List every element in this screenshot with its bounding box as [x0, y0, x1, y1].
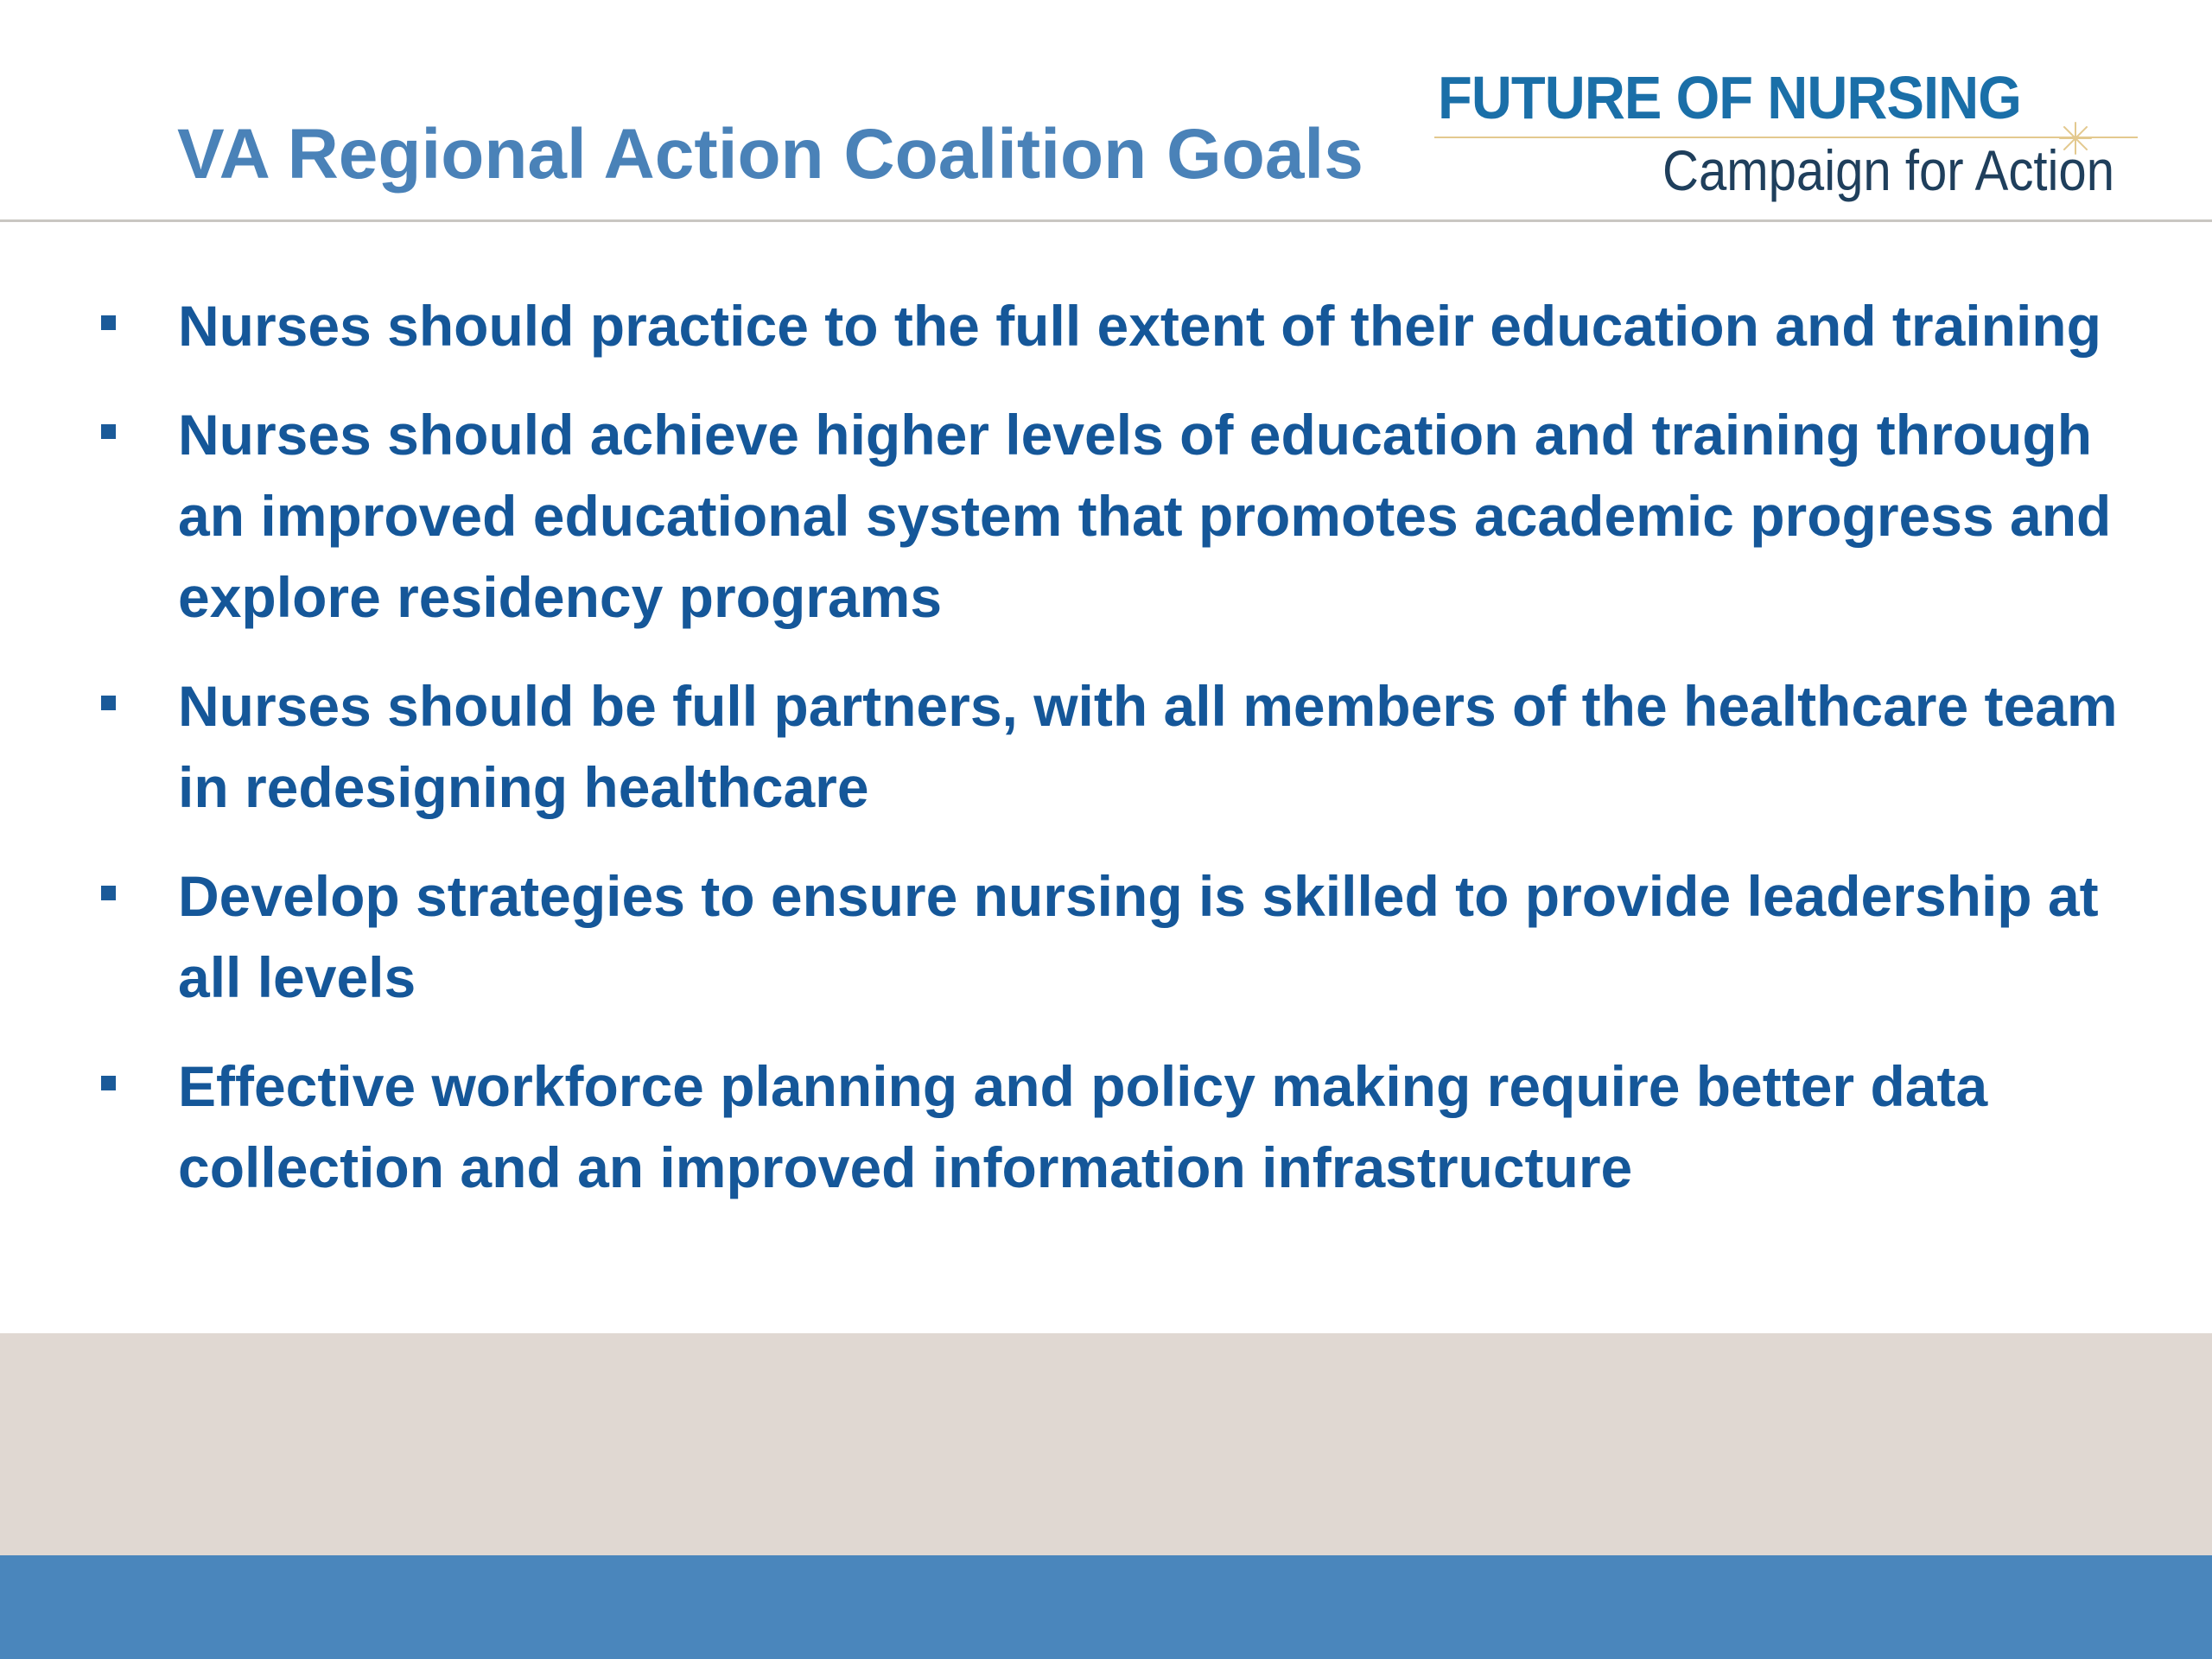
- logo-line-1: FUTURE OF NURSING: [1438, 64, 2021, 131]
- footer-band-beige: [0, 1333, 2212, 1555]
- logo-line-2: Campaign for Action: [1662, 138, 2115, 202]
- goal-text: Develop strategies to ensure nursing is skilled to provide leadership at all levels: [178, 864, 2099, 1009]
- goal-item: [0, 394, 2148, 638]
- goal-item: [0, 1046, 2148, 1208]
- future-of-nursing-logo: [1434, 64, 2143, 214]
- footer-band-blue: [0, 1555, 2212, 1659]
- goal-item: [0, 665, 2148, 828]
- goal-item: [0, 855, 2148, 1018]
- goal-text: Nurses should be full partners, with all members of the healthcare team in redesigning healthcare: [178, 674, 2118, 819]
- goal-text: Nurses should achieve higher levels of education and training through an improved educational system that promotes academic progress and explore residency programs: [178, 403, 2112, 629]
- slide-header: [0, 0, 2212, 223]
- goal-text: Effective workforce planning and policy making require better data collection and an improved information infrastructure: [178, 1054, 1988, 1199]
- goal-text: Nurses should practice to the full extent of their education and training: [178, 294, 2101, 358]
- goals-list: [0, 285, 2212, 1236]
- bullet-square-icon: [101, 315, 116, 330]
- bullet-square-icon: [101, 424, 116, 439]
- header-divider: [0, 219, 2212, 222]
- bullet-square-icon: [101, 696, 116, 710]
- slide-title: VA Regional Action Coalition Goals: [177, 115, 1363, 194]
- bullet-square-icon: [101, 1076, 116, 1090]
- bullet-square-icon: [101, 886, 116, 900]
- goal-item: [0, 285, 2148, 366]
